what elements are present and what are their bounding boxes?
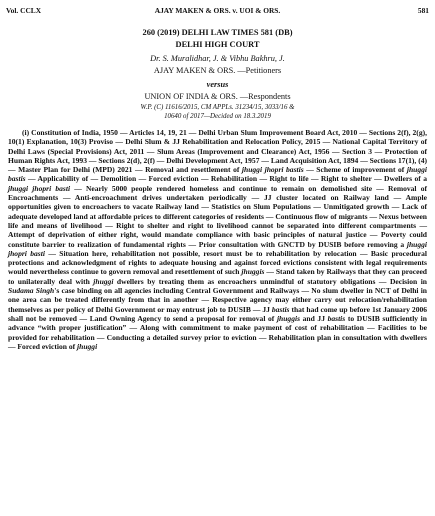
respondent-line: UNION OF INDIA & ORS. —Respondents: [144, 92, 291, 101]
running-header: [6, 6, 429, 18]
headnote-italic-term: jhuggis: [276, 313, 301, 323]
headnote-italic-term: jhuggi jhopri basti: [8, 239, 427, 258]
page-number: 581: [417, 6, 429, 15]
versus-label: versus: [206, 80, 229, 89]
petitioner-line: AJAY MAKEN & ORS. —Petitioners: [153, 66, 282, 75]
judges-line: Dr. S. Muralidhar, J. & Vibhu Bakhru, J.: [150, 54, 285, 63]
headnote-text: — Nearly 5000 people rendered homeless and continue to remain on demolished site — Removal of Encroachments — Anti-encroachment drives undertaken periodically — JJ cluster located on Railway land — Ample opportunities given to encroachers to vacate Railway land — Statistics on Slum Populations — Unmitigated growth — Lack of adequate developed land at affordable prices to different categories of residents — Continuous flow of migrants — Nexus between life and means of livelihood — Right to shelter and right to livelihood cannot be separated into different compartments — Attempt of deprivation of either right, would mandate compliance with basic principles of natural justice — Poverty could constitute barrier to realization of fundamental rights — Prior consultation with GNCTD by DUSIB before removing a: [8, 183, 427, 249]
headnote-italic-term: jhuggi: [77, 341, 98, 351]
headnote-text: — Scheme of improvement of: [303, 165, 407, 175]
headnote-paragraph: [8, 128, 427, 351]
wp-line-1: W.P. (C) 11616/2015, CM APPLs. 31234/15, 3033/16 &: [140, 104, 295, 111]
headnote-italic-term: bastis: [271, 304, 290, 314]
headnote-text: (i) Constitution of India, 1950 — Articles 14, 19, 21 — Delhi Urban Slum Improvement Board Act, 2010 — Sections 2(f), 2(g), 10(1) Explanation, 10(3) Proviso — Delhi Slum & JJ Rehabilitation and Relocation Policy, 2015 — National Capital Territory of Delhi Laws (Special Provisions) Act, 2011 — Slum Areas (Improvement and Clearance) Act, 1956 — Section 3 — Protection of Human Rights Act, 1993 — Sections 2(d), 2(f) — Delhi Development Act, 1957 — Land Acquisition Act, 1894 — Sections 17(1), (4) — Master Plan for Delhi (MPD) 2021 — Removal and resettlement of: [8, 128, 427, 175]
headnote-text: 's case binding on all agencies including Central Government and Railways — No slum dweller in NCT of Delhi in one area can be treated differently from that in another — Respective agency may either carry out relocation/rehabilitation themselves as per policy of Delhi Government or may entrust job to DUSIB — JJ: [8, 286, 427, 314]
headnote-text: to DUSIB sufficiently in advance “with proper justification” — Along with commitment to make payment of cost of rehabilitation — Facilities to be provided for rehabilitation — Conducting a detailed survey prior to eviction — Rehabilitation plan in consultation with dwellers — Forced eviction of: [8, 313, 427, 351]
headnote-italic-term: jhuggi bastis: [8, 165, 427, 184]
headnote-text: — Applicability of — Demolition — Forced eviction — Rehabilitation — Right to life — Right to shelter — Dwellers of a: [25, 174, 427, 184]
headnote-italic-term: jhuggis: [241, 267, 265, 277]
headnote-text: that had come up before 1st January 2006 shall not be removed — Land Owning Agency to send a proposal for removal of: [8, 304, 428, 323]
headnote-italic-term: jhuggi: [93, 276, 114, 286]
writ-petition-details: [80, 103, 355, 121]
court-name: DELHI HIGH COURT: [175, 40, 260, 49]
headnote-text: — Stand taken by Railways that they can proceed to unilaterally deal with: [8, 267, 428, 286]
case-citation: 260 (2019) DELHI LAW TIMES 581 (DB): [142, 28, 293, 37]
headnote-italic-term: Sudama Singh: [8, 286, 55, 296]
headnote-text: — Situation here, rehabilitation not possible, resort must be to rehabilitation by relocation — Basic procedural protections and acknowledgment of rights to adequate housing and against forced evictions consistent with legal requirements would nevertheless continue to govern removal and resettlement of such: [8, 248, 427, 277]
headnote-text: dwellers by treating them as encroachers unmindful of statutory obligations — Decision in: [113, 276, 427, 286]
headnote-italic-term: jhuggi jhopri basti: [8, 183, 71, 193]
wp-line-2: 10640 of 2017—Decided on 18.3.2019: [164, 113, 271, 120]
headnote-italic-term: bastis: [327, 313, 346, 323]
volume-label: Vol. CCLX: [6, 6, 42, 15]
case-short-title: AJAY MAKEN & ORS. v. UOI & ORS.: [154, 6, 281, 15]
headnote-italic-term: jhuggi jhopri bastis: [241, 165, 304, 175]
headnote-text: and JJ: [300, 313, 328, 323]
